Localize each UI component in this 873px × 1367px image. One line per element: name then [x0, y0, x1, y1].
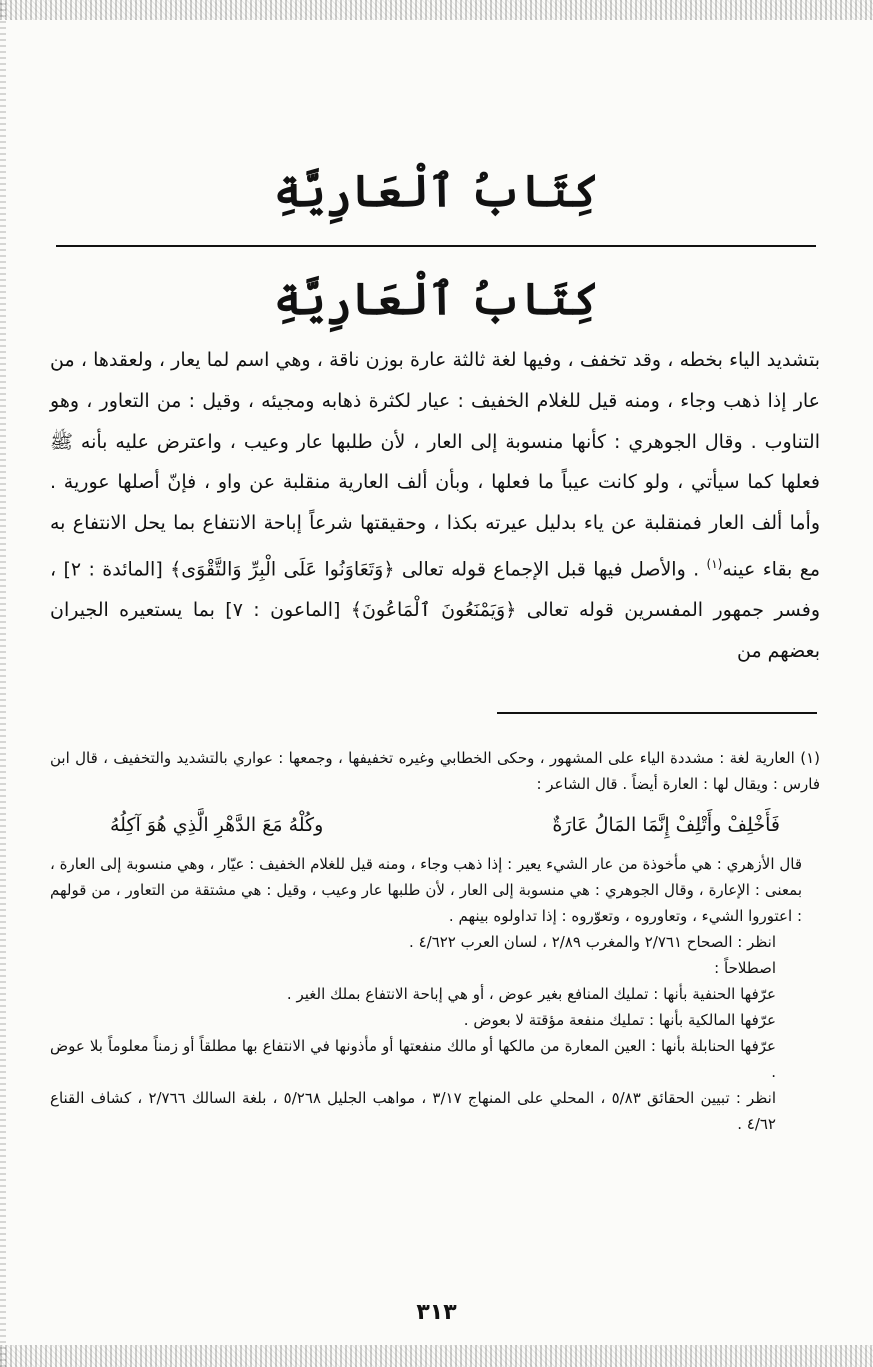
header-title: كِتَابُ ٱلْعَارِيَّةِ: [274, 166, 599, 217]
verse-first-hemistich: فَأَخْلِفْ وأَتْلِفْ إِنَّمَا المَالُ عَارَةٌ: [552, 814, 780, 836]
footnote-sources-1: انظر : الصحاح ٢/٧٦١ والمغرب ٢/٨٩ ، لسان العرب ٤/٦٢٢ .: [409, 933, 776, 951]
verse-second-hemistich: وكُلْهُ مَعَ الدَّهْرِ الَّذِي هُوَ آكِلُهُ: [110, 814, 324, 836]
page-top-edge: [0, 0, 873, 20]
body-paragraph-end: . والأصل فيها قبل الإجماع قوله تعالى ﴿وَتَعَاوَنُوا عَلَى الْبِرِّ وَالتَّقْوَى﴾ [المائدة : ٢] ، وفسر جمهور المفسرين قوله تعالى ﴿وَيَمْنَعُونَ ٱلْمَاعُونَ﴾ [الماعون : ٧] بما يستعيره الجيران بعضهم من: [50, 558, 821, 662]
footnote-hanbali-definition: عرّفها الحنابلة بأنها : العين المعارة من مالكها أو مالك منفعتها أو مأذونها في الانتفاع بها مطلقاً أو زمناً معلوماً بلا عوض .: [50, 1037, 776, 1081]
footnote-marker[interactable]: (١): [706, 556, 723, 571]
footnotes-section: [50, 745, 820, 1137]
footnote-sources-2: انظر : تبيين الحقائق ٥/٨٣ ، المحلي على المنهاج ٣/١٧ ، مواهب الجليل ٥/٢٦٨ ، بلغة السالك ٢/٧٦٦ ، كشاف القناع ٤/٦٢ .: [50, 1089, 776, 1133]
chapter-title: كِتَابُ ٱلْعَارِيَّةِ: [274, 274, 599, 325]
header-rule: [56, 245, 816, 247]
page-number: ٣١٣: [416, 1300, 457, 1325]
footnote-hanafi-definition: عرّفها الحنفية بأنها : تمليك المنافع بغير عوض ، أو هي إباحة الانتفاع بملك الغير .: [286, 985, 776, 1003]
footnote-maliki-definition: عرّفها المالكية بأنها : تمليك منفعة مؤقتة لا بعوض .: [463, 1011, 776, 1029]
poetry-verse: [110, 811, 780, 839]
page-bottom-edge: [0, 1345, 873, 1367]
footnote-technical-heading: اصطلاحاً :: [714, 959, 776, 977]
footnote-azhari: قال الأزهري : هي مأخوذة من عار الشيء يعير : إذا ذهب وجاء ، ومنه قيل للغلام الخفيف : عيّار ، وهي منسوبة إلى العارة ، بمعنى : الإعارة ، وقال الجوهري : هي منسوبة إلى العار ، لأن طلبها عار وعيب ، وقيل : هي مشتقة من التعاور ، من قولهم : اعتوروا الشيء ، وتعاوروه ، وتعوّروه : إذا تداولوه بينهم .: [50, 855, 802, 925]
footnote-separator: [497, 712, 817, 714]
body-paragraph: بتشديد الياء بخطه ، وقد تخفف ، وفيها لغة ثالثة عارة بوزن ناقة ، وهي اسم لما يعار ، ولعقدها ، من عار إذا ذهب وجاء ، ومنه قيل للغلام الخفيف : عيار لكثرة ذهابه ومجيئه ، وقيل : من التعاور ، وهو التناوب . وقال الجوهري : كأنها منسوبة إلى العار ، لأن طلبها عار وعيب ، واعترض عليه بأنه ﷺ فعلها كما سيأتي ، ولو كانت عيباً ما فعلها ، وبأن ألف العارية منقلبة عن واو ، فإنّ أصلها عورية . وأما ألف العار فمنقلبة عن ياء بدليل عيرته بكذا ، وحقيقتها شرعاً إباحة الانتفاع بما يحل الانتفاع به مع بقاء عينه: [50, 349, 820, 581]
footnote-1-intro: (١) العارية لغة : مشددة الياء على المشهور ، وحكى الخطابي وغيره تخفيفها ، وجمعها : عواري بالتشديد والتخفيف ، قال ابن فارس : ويقال لها : العارة أيضاً . قال الشاعر :: [50, 749, 820, 793]
main-body-text: [50, 340, 820, 672]
